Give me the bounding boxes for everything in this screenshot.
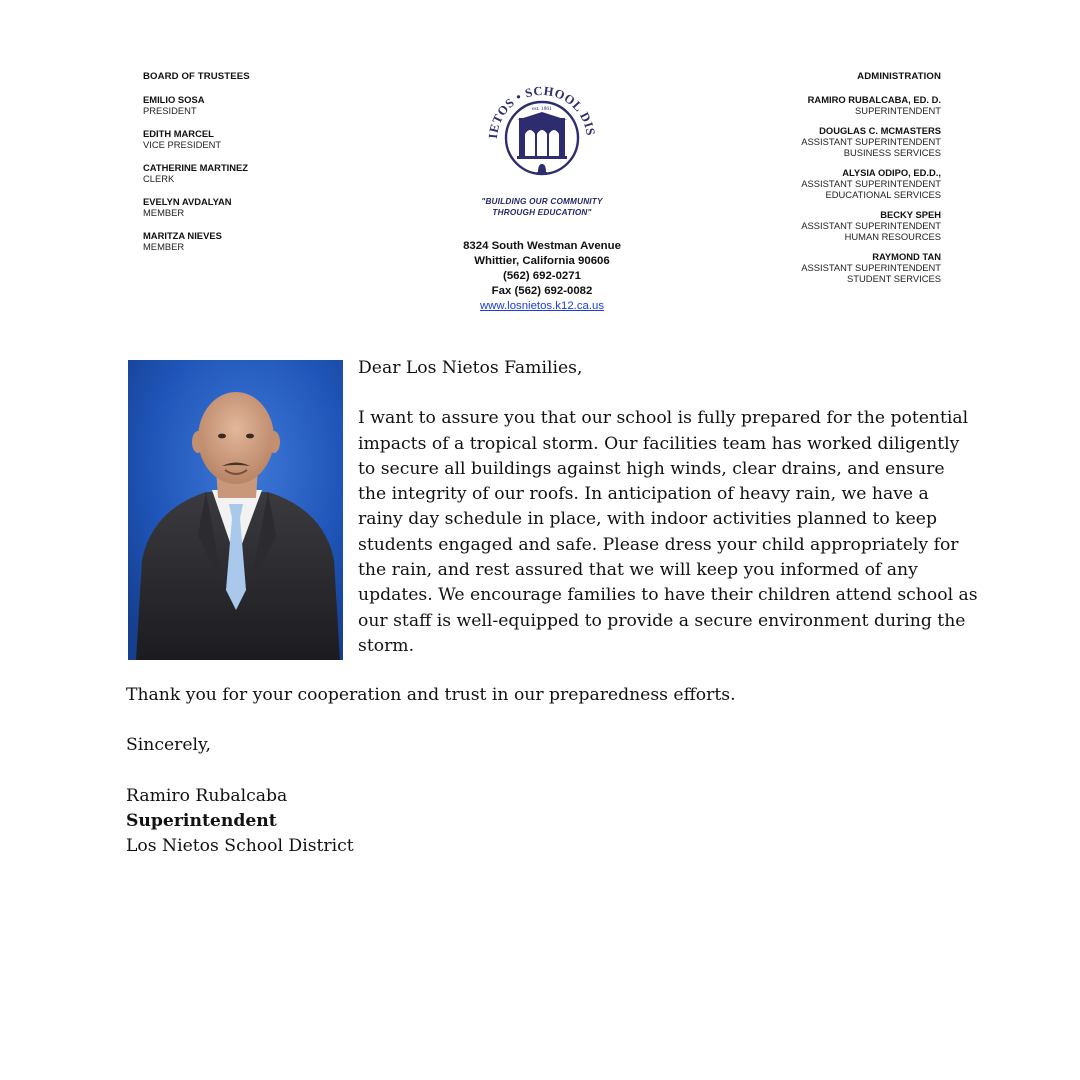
logo-est: est. 1861 — [532, 106, 552, 112]
admin-role: ASSISTANT SUPERINTENDENT — [801, 262, 941, 273]
member-name: MARITZA NIEVES — [143, 230, 222, 241]
admin-name: RAYMOND TAN — [872, 251, 941, 262]
admin-name: BECKY SPEH — [880, 209, 941, 220]
signer-name: Ramiro Rubalcaba — [126, 785, 288, 806]
admin-member — [681, 167, 941, 200]
tagline-line2: THROUGH EDUCATION" — [492, 208, 592, 217]
member-role: MEMBER — [143, 207, 185, 218]
address-phone: (562) 692-0271 — [503, 270, 581, 282]
superintendent-photo — [128, 360, 343, 660]
board-member — [143, 94, 343, 116]
member-role: VICE PRESIDENT — [143, 139, 222, 150]
board-member — [143, 162, 343, 184]
letter-body — [358, 356, 978, 659]
tagline-line1: "BUILDING OUR COMMUNITY — [481, 197, 603, 206]
address-city: Whittier, California 90606 — [474, 255, 610, 267]
letter-greeting: Dear Los Nietos Families, — [358, 358, 583, 378]
board-member — [143, 230, 343, 252]
admin-department: EDUCATIONAL SERVICES — [825, 189, 941, 200]
admin-title: ADMINISTRATION — [857, 71, 941, 82]
district-tagline — [422, 196, 662, 218]
district-seal-icon — [477, 78, 607, 196]
member-name: EVELYN AVDALYAN — [143, 196, 232, 207]
member-role: PRESIDENT — [143, 105, 197, 116]
administration — [681, 71, 941, 293]
admin-name: RAMIRO RUBALCABA, ED. D. — [807, 94, 941, 105]
board-member — [143, 196, 343, 218]
district-address — [422, 239, 662, 314]
letterhead-center — [422, 78, 662, 314]
website-link[interactable]: www.losnietos.k12.ca.us — [479, 300, 605, 312]
admin-name: ALYSIA ODIPO, ED.D., — [842, 167, 941, 178]
board-title: BOARD OF TRUSTEES — [143, 71, 250, 82]
admin-name: DOUGLAS C. MCMASTERS — [819, 125, 941, 136]
admin-member — [681, 251, 941, 284]
member-name: EMILIO SOSA — [143, 94, 205, 105]
district-logo — [477, 78, 607, 196]
admin-role: ASSISTANT SUPERINTENDENT — [801, 178, 941, 189]
signer-organization: Los Nietos School District — [126, 836, 354, 857]
admin-role: ASSISTANT SUPERINTENDENT — [801, 220, 941, 231]
admin-member — [681, 209, 941, 242]
member-role: CLERK — [143, 173, 175, 184]
member-name: CATHERINE MARTINEZ — [143, 162, 249, 173]
member-name: EDITH MARCEL — [143, 128, 214, 139]
address-street: 8324 South Westman Avenue — [463, 240, 621, 252]
logo-arc-text: IETOS • SCHOOL DIS — [485, 83, 598, 140]
admin-department: BUSINESS SERVICES — [843, 147, 941, 158]
admin-department: STUDENT SERVICES — [847, 273, 941, 284]
portrait-image — [128, 360, 343, 660]
board-of-trustees — [143, 71, 343, 264]
letter-paragraph: I want to assure you that our school is fully prepared for the potential impacts of a tropical storm. Our facilities team has worked diligently to secure all buildings against high winds, clear drains, and ensure the integrity of our roofs. In anticipation of heavy rain, we have a rainy day schedule in place, with indoor activities planned to keep students engaged and safe. Please dress your child appropriately for the rain, and rest assured that we will keep you informed of any updates. We encourage families to have their children attend school as our staff is well-equipped to provide a secure environment during the storm. — [358, 408, 978, 656]
board-member — [143, 128, 343, 150]
member-role: MEMBER — [143, 241, 185, 252]
admin-department: HUMAN RESOURCES — [844, 231, 941, 242]
letter-signoff: Sincerely, — [126, 735, 211, 756]
address-fax: Fax (562) 692-0082 — [491, 285, 593, 297]
letter-closing — [126, 683, 946, 859]
signer-title: Superintendent — [126, 810, 277, 831]
admin-member — [681, 94, 941, 116]
admin-role: ASSISTANT SUPERINTENDENT — [801, 136, 941, 147]
admin-member — [681, 125, 941, 158]
admin-role: SUPERINTENDENT — [855, 105, 941, 116]
letter-thanks: Thank you for your cooperation and trust in our preparedness efforts. — [126, 685, 736, 705]
